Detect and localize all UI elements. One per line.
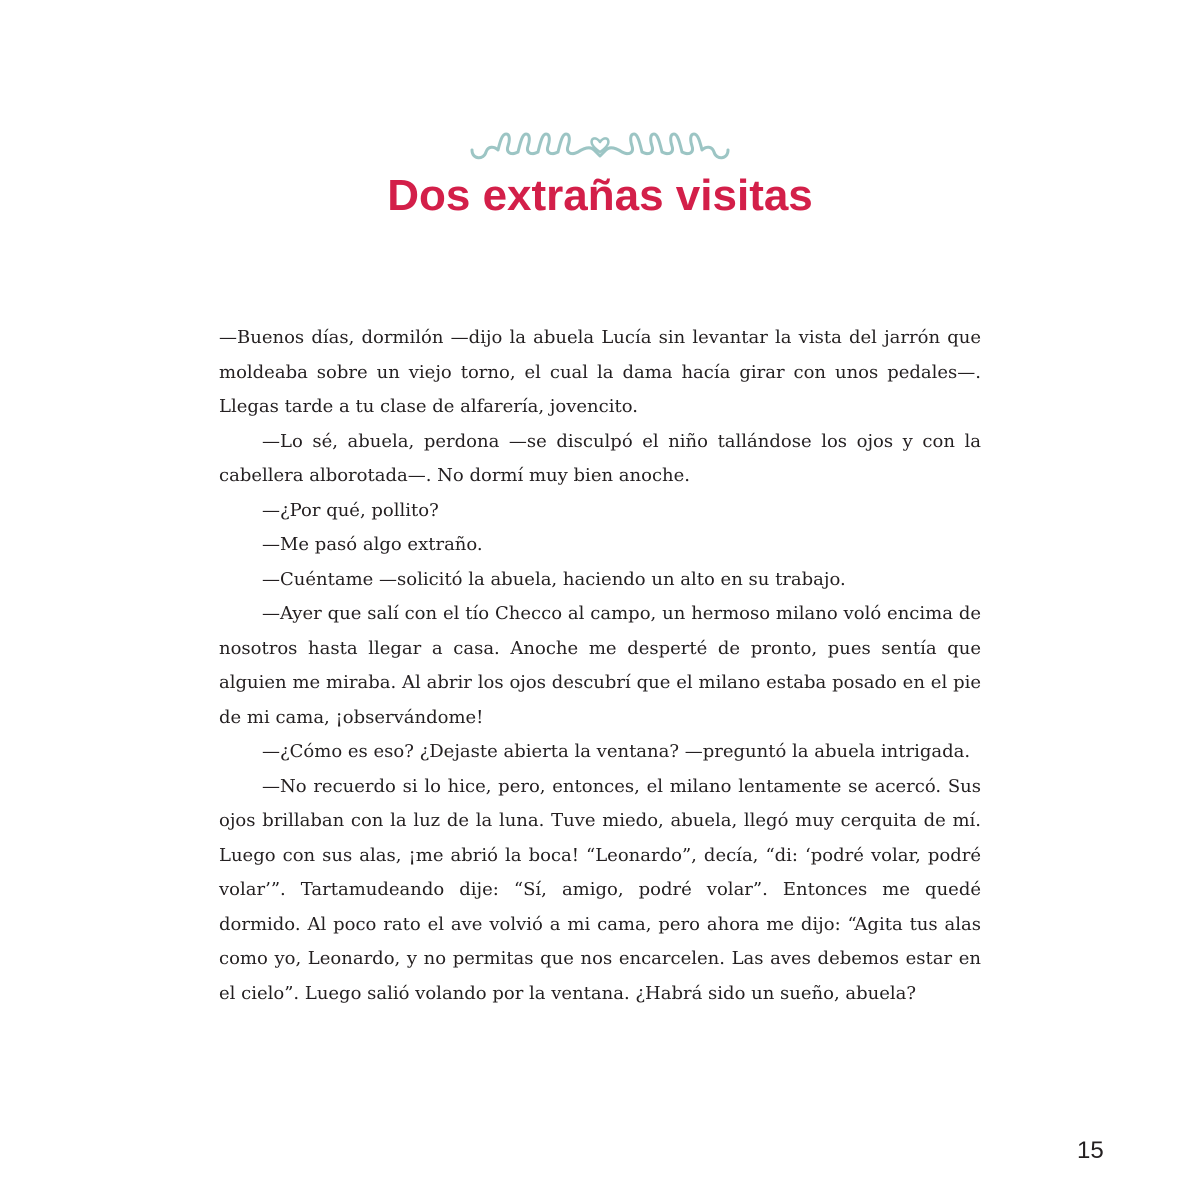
body-text xyxy=(219,321,981,1011)
paragraph: —Ayer que salí con el tío Checco al campo, un hermoso milano voló encima de nosotros hasta llegar a casa. Anoche me desperté de pronto, pues sentía que alguien me miraba. Al abrir los ojos descubrí que el milano estaba posado en el pie de mi cama, ¡observándome! xyxy=(219,603,981,728)
paragraph: —Me pasó algo extraño. xyxy=(262,534,483,555)
swirl-heart-divider-icon xyxy=(466,128,734,164)
paragraph: —Buenos días, dormilón —dijo la abuela Lucía sin levantar la vista del jarrón que moldeaba sobre un viejo torno, el cual la dama hacía girar con unos pedales—. Llegas tarde a tu clase de alfarería, jovencito. xyxy=(219,327,981,417)
page-number: 15 xyxy=(1077,1137,1104,1164)
paragraph: —¿Cómo es eso? ¿Dejaste abierta la ventana? —preguntó la abuela intrigada. xyxy=(262,741,971,762)
paragraph: —Lo sé, abuela, perdona —se disculpó el niño tallándose los ojos y con la cabellera alborotada—. No dormí muy bien anoche. xyxy=(219,430,981,486)
page-title: Dos extrañas visitas xyxy=(387,171,813,220)
paragraph: —No recuerdo si lo hice, pero, entonces, el milano lentamente se acercó. Sus ojos brillaban con la luz de la luna. Tuve miedo, abuela, llegó muy cerquita de mí. Luego con sus alas, ¡me abrió la boca! “Leonardo”, decía, “di: ‘podré volar, podré volar’”. Tartamudeando dije: “Sí, amigo, podré volar”. Entonces me quedé dormido. Al poco rato el ave volvió a mi cama, pero ahora me dijo: “Agita tus alas como yo, Leonardo, y no permitas que nos encarcelen. Las aves debemos estar en el cielo”. Luego salió volando por la ventana. ¿Habrá sido un sueño, abuela? xyxy=(219,775,981,1004)
paragraph: —¿Por qué, pollito? xyxy=(262,499,439,521)
paragraph: —Cuéntame —solicitó la abuela, haciendo un alto en su trabajo. xyxy=(262,568,846,590)
